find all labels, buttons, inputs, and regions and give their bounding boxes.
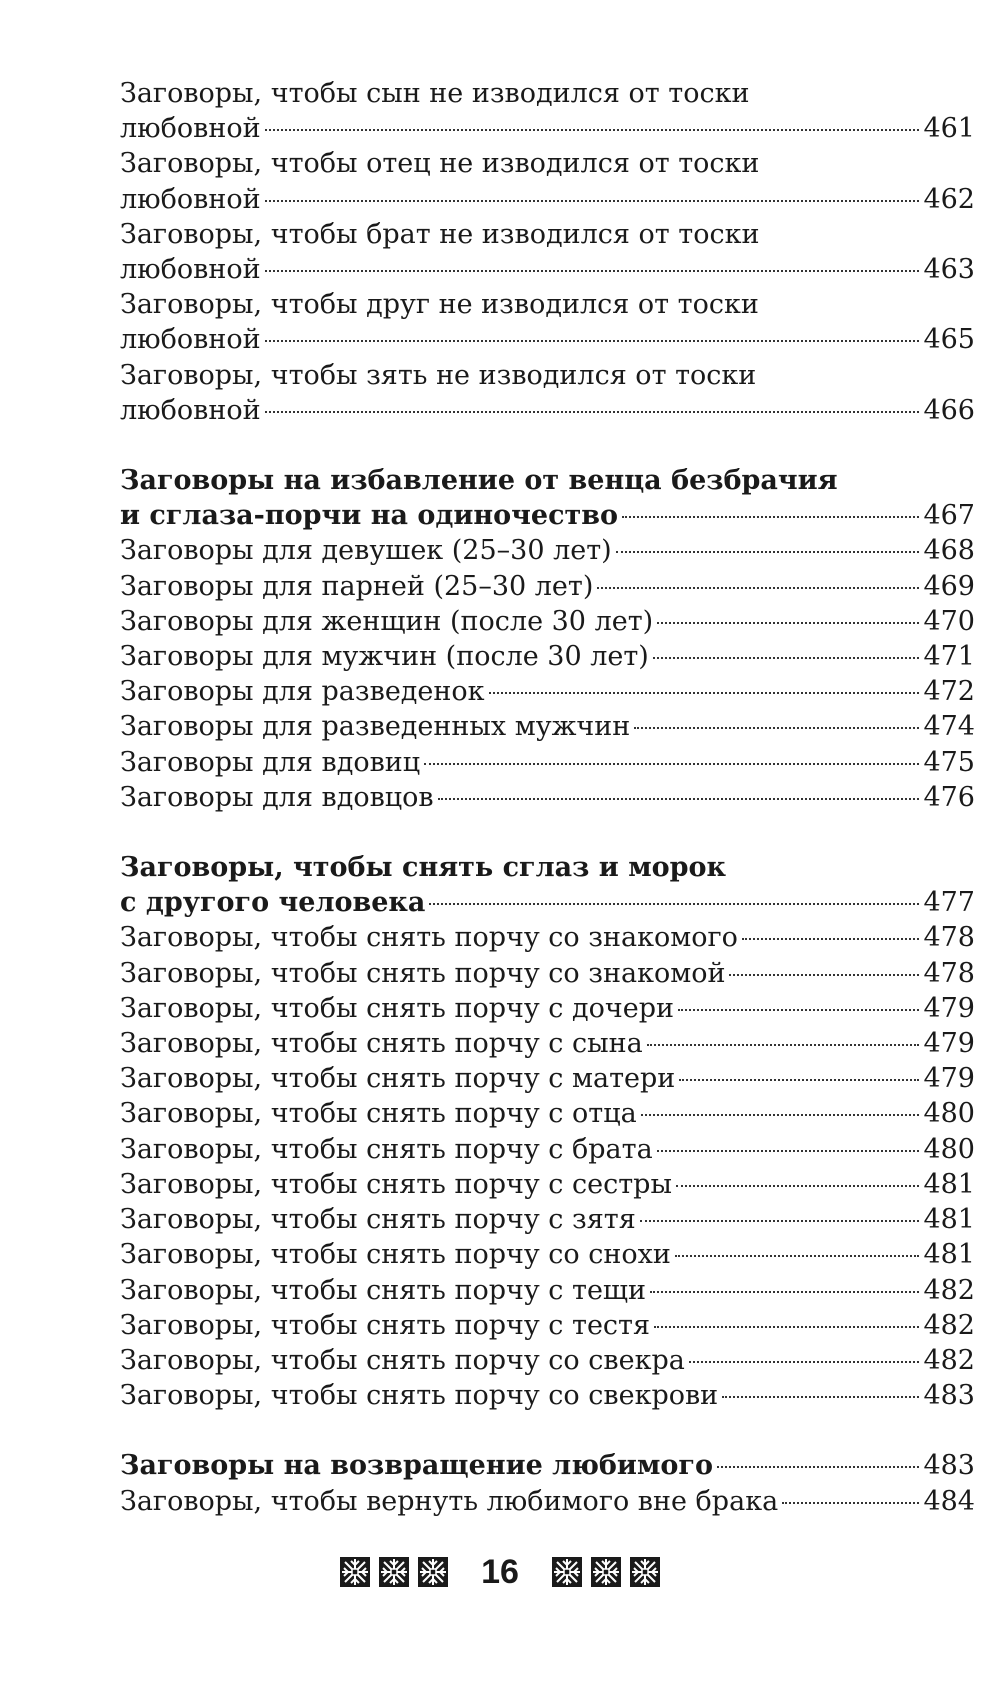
- entry-row: [120, 639, 975, 674]
- dot-leader: [675, 1255, 920, 1257]
- page-footer: [0, 1555, 1000, 1589]
- entry-title-line1: Заговоры, чтобы отец не изводился от тоски: [120, 148, 760, 180]
- entry-title: Заговоры, чтобы снять порчу с сестры: [120, 1168, 672, 1200]
- entry-page-number: 483: [923, 1450, 975, 1482]
- entry-title: любовной: [120, 183, 261, 215]
- dot-leader: [653, 657, 920, 659]
- entry-row: [120, 604, 975, 639]
- dot-leader: [678, 1009, 919, 1011]
- ornament-icon: [340, 1557, 370, 1587]
- entry-page-number: 472: [923, 676, 975, 708]
- toc-entry: [120, 604, 975, 639]
- dot-leader: [622, 516, 919, 518]
- entry-title: Заговоры для мужчин (после 30 лет): [120, 641, 649, 673]
- entry-title: с другого человека: [120, 887, 426, 919]
- entry-row: [120, 674, 975, 709]
- entry-row: [120, 1308, 975, 1343]
- dot-leader: [676, 1185, 920, 1187]
- entry-page-number: 467: [923, 500, 975, 532]
- section-gap: [120, 1413, 975, 1448]
- toc-heading: [120, 1448, 975, 1483]
- entry-page-number: 475: [923, 746, 975, 778]
- entry-row: [120, 1448, 975, 1483]
- entry-title: Заговоры для девушек (25–30 лет): [120, 535, 612, 567]
- dot-leader: [265, 129, 920, 131]
- entry-row: [120, 498, 975, 533]
- dot-leader: [597, 587, 919, 589]
- entry-title-line1: Заговоры, чтобы зять не изводился от тоски: [120, 359, 757, 391]
- toc-entry: [120, 76, 975, 146]
- dot-leader: [634, 727, 919, 729]
- dot-leader: [654, 1326, 919, 1328]
- toc-entry: [120, 217, 975, 287]
- toc-heading: [120, 463, 975, 533]
- toc-entry: [120, 1096, 975, 1131]
- entry-row: [120, 1378, 975, 1413]
- entry-title: Заговоры, чтобы снять порчу с сына: [120, 1028, 643, 1060]
- entry-page-number: 461: [923, 113, 975, 145]
- dot-leader: [641, 1114, 920, 1116]
- toc-entry: [120, 639, 975, 674]
- entry-title: Заговоры, чтобы снять порчу со знакомого: [120, 922, 738, 954]
- entry-page-number: 478: [923, 922, 975, 954]
- entry-row: [120, 1273, 975, 1308]
- entry-title: любовной: [120, 254, 261, 286]
- entry-page-number: 482: [923, 1344, 975, 1376]
- toc-entry: [120, 709, 975, 744]
- entry-title: Заговоры, чтобы снять порчу с зятя: [120, 1204, 636, 1236]
- entry-row: [120, 1026, 975, 1061]
- entry-page-number: 481: [923, 1168, 975, 1200]
- entry-row: [120, 885, 975, 920]
- entry-title: Заговоры для вдовцов: [120, 781, 434, 813]
- entry-row: [120, 1237, 975, 1272]
- toc-entry: [120, 533, 975, 568]
- toc-entry: [120, 1273, 975, 1308]
- entry-row: [120, 1343, 975, 1378]
- entry-title: любовной: [120, 394, 261, 426]
- dot-leader: [438, 798, 920, 800]
- entry-title: Заговоры для разведенок: [120, 676, 485, 708]
- toc-entry: [120, 1167, 975, 1202]
- entry-title: Заговоры для вдовиц: [120, 746, 421, 778]
- toc-entry: [120, 287, 975, 357]
- entry-row: [120, 745, 975, 780]
- toc-entry: [120, 146, 975, 216]
- entry-page-number: 483: [923, 1380, 975, 1412]
- entry-page-number: 466: [923, 394, 975, 426]
- entry-row: [120, 920, 975, 955]
- entry-page-number: 479: [923, 1028, 975, 1060]
- entry-title: Заговоры, чтобы снять порчу со снохи: [120, 1239, 671, 1271]
- toc-entry: [120, 1202, 975, 1237]
- entry-title: Заговоры на возвращение любимого: [120, 1450, 713, 1482]
- entry-page-number: 477: [923, 887, 975, 919]
- table-of-contents: [120, 76, 975, 1519]
- dot-leader: [729, 974, 919, 976]
- dot-leader: [265, 340, 920, 342]
- dot-leader: [722, 1396, 919, 1398]
- entry-page-number: 474: [923, 711, 975, 743]
- entry-page-number: 479: [923, 992, 975, 1024]
- entry-title: любовной: [120, 324, 261, 356]
- entry-row: [120, 1132, 975, 1167]
- entry-page-number: 478: [923, 957, 975, 989]
- toc-entry: [120, 1484, 975, 1519]
- entry-page-number: 469: [923, 570, 975, 602]
- toc-entry: [120, 1061, 975, 1096]
- section-gap: [120, 815, 975, 850]
- entry-page-number: 465: [923, 324, 975, 356]
- entry-title: Заговоры, чтобы снять порчу со знакомой: [120, 957, 726, 989]
- entry-page-number: 471: [923, 641, 975, 673]
- ornament-icon: [552, 1557, 582, 1587]
- toc-entry: [120, 1026, 975, 1061]
- entry-page-number: 476: [923, 781, 975, 813]
- toc-entry: [120, 956, 975, 991]
- entry-title-line1: Заговоры, чтобы снять сглаз и морок: [120, 852, 727, 884]
- entry-page-number: 480: [923, 1098, 975, 1130]
- entry-page-number: 463: [923, 254, 975, 286]
- entry-title: Заговоры, чтобы снять порчу с отца: [120, 1098, 637, 1130]
- entry-page-number: 470: [923, 605, 975, 637]
- dot-leader: [640, 1220, 920, 1222]
- dot-leader: [657, 1150, 920, 1152]
- toc-heading: [120, 850, 975, 920]
- toc-entry: [120, 991, 975, 1026]
- toc-entry: [120, 1132, 975, 1167]
- ornament-icon: [379, 1557, 409, 1587]
- dot-leader: [689, 1361, 920, 1363]
- entry-title: любовной: [120, 113, 261, 145]
- entry-row: [120, 1096, 975, 1131]
- toc-entry: [120, 358, 975, 428]
- dot-leader: [647, 1044, 920, 1046]
- entry-row: [120, 1167, 975, 1202]
- toc-entry: [120, 1237, 975, 1272]
- toc-entry: [120, 1308, 975, 1343]
- entry-row: [120, 1061, 975, 1096]
- entry-row: [120, 111, 975, 146]
- entry-page-number: 480: [923, 1133, 975, 1165]
- dot-leader: [265, 411, 920, 413]
- toc-entry: [120, 745, 975, 780]
- entry-page-number: 479: [923, 1063, 975, 1095]
- toc-entry: [120, 569, 975, 604]
- entry-title: Заговоры, чтобы снять порчу с брата: [120, 1133, 653, 1165]
- entry-row: [120, 322, 975, 357]
- entry-title: Заговоры, чтобы вернуть любимого вне брака: [120, 1485, 779, 1517]
- page-number: 16: [481, 1553, 519, 1591]
- entry-page-number: 482: [923, 1309, 975, 1341]
- toc-entry: [120, 674, 975, 709]
- entry-title-line1: Заговоры, чтобы брат не изводился от тоски: [120, 218, 760, 250]
- section-gap: [120, 428, 975, 463]
- entry-title: Заговоры, чтобы снять порчу с тестя: [120, 1309, 651, 1341]
- entry-page-number: 481: [923, 1239, 975, 1271]
- entry-title: Заговоры для женщин (после 30 лет): [120, 605, 654, 637]
- dot-leader: [265, 200, 920, 202]
- entry-title: Заговоры, чтобы снять порчу со свекрови: [120, 1380, 719, 1412]
- ornament-icon: [591, 1557, 621, 1587]
- toc-entry: [120, 920, 975, 955]
- entry-page-number: 482: [923, 1274, 975, 1306]
- entry-row: [120, 569, 975, 604]
- ornament-icon: [630, 1557, 660, 1587]
- entry-page-number: 481: [923, 1204, 975, 1236]
- entry-row: [120, 1484, 975, 1519]
- entry-row: [120, 991, 975, 1026]
- entry-title-line1: Заговоры, чтобы сын не изводился от тоски: [120, 78, 750, 109]
- dot-leader: [424, 763, 919, 765]
- entry-row: [120, 956, 975, 991]
- entry-title: Заговоры, чтобы снять порчу с тещи: [120, 1274, 647, 1306]
- entry-page-number: 484: [923, 1485, 975, 1517]
- entry-title: Заговоры, чтобы снять порчу с матери: [120, 1063, 676, 1095]
- entry-title-line1: Заговоры, чтобы друг не изводился от тоски: [120, 289, 759, 321]
- toc-entry: [120, 780, 975, 815]
- entry-title: и сглаза-порчи на одиночество: [120, 500, 619, 532]
- dot-leader: [429, 903, 919, 905]
- entry-title: Заговоры, чтобы снять порчу с дочери: [120, 992, 675, 1024]
- entry-title-line1: Заговоры на избавление от венца безбрачия: [120, 465, 838, 497]
- dot-leader: [782, 1502, 919, 1504]
- toc-entry: [120, 1343, 975, 1378]
- entry-title: Заговоры, чтобы снять порчу со свекра: [120, 1344, 685, 1376]
- dot-leader: [679, 1079, 919, 1081]
- entry-row: [120, 252, 975, 287]
- entry-row: [120, 393, 975, 428]
- dot-leader: [616, 551, 920, 553]
- dot-leader: [742, 938, 920, 940]
- dot-leader: [650, 1291, 919, 1293]
- entry-page-number: 468: [923, 535, 975, 567]
- entry-page-number: 462: [923, 183, 975, 215]
- entry-row: [120, 1202, 975, 1237]
- ornament-icon: [418, 1557, 448, 1587]
- toc-entry: [120, 1378, 975, 1413]
- entry-row: [120, 533, 975, 568]
- entry-row: [120, 182, 975, 217]
- entry-row: [120, 709, 975, 744]
- entry-title: Заговоры для парней (25–30 лет): [120, 570, 594, 602]
- dot-leader: [717, 1466, 919, 1468]
- dot-leader: [265, 270, 920, 272]
- entry-title: Заговоры для разведенных мужчин: [120, 711, 631, 743]
- dot-leader: [489, 692, 920, 694]
- entry-row: [120, 780, 975, 815]
- dot-leader: [657, 622, 919, 624]
